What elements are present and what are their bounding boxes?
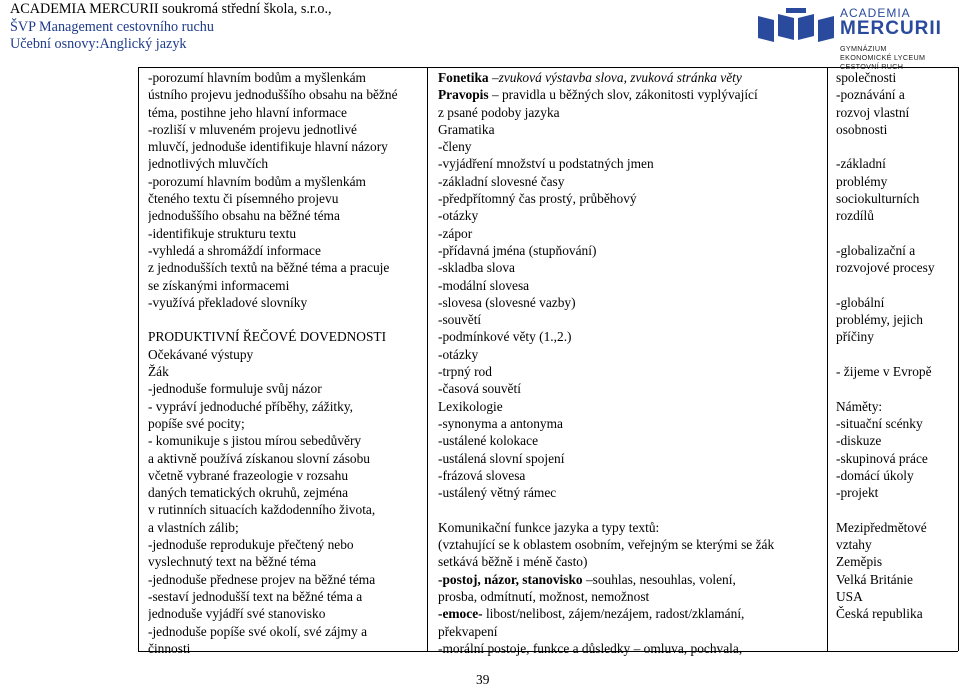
outcome-line: -jednoduše přednese projev na běžné téma bbox=[148, 571, 376, 587]
content-line: -členy bbox=[438, 139, 472, 155]
theme-line: problémy, jejich bbox=[836, 312, 923, 328]
outcome-line: činnosti bbox=[148, 640, 191, 656]
outcome-line: -porozumí hlavním bodům a myšlenkám bbox=[148, 173, 366, 189]
content-line: -ustálený větný rámec bbox=[438, 485, 557, 501]
content-line: -morální postoje, funkce a důsledky – omluva, pochvala, bbox=[438, 640, 743, 656]
outcome-line: -identifikuje strukturu textu bbox=[148, 225, 297, 241]
outcome-line: -vyhledá a shromáždí informace bbox=[148, 242, 321, 258]
outcome-line: daných tematických okruhů, zejména bbox=[148, 485, 349, 501]
theme-line: -skupinová práce bbox=[836, 450, 928, 466]
content-line: -synonyma a antonyma bbox=[438, 415, 563, 431]
outcome-line: a aktivně používá získanou slovní zásobu bbox=[148, 450, 371, 466]
document-header bbox=[10, 1, 332, 54]
outcome-line: jednoduše vyjádří své stanovisko bbox=[148, 606, 326, 622]
logo-academia: ACADEMIA bbox=[840, 6, 911, 20]
theme-line: USA bbox=[836, 588, 863, 604]
content-line: překvapení bbox=[438, 623, 498, 639]
content-line: -otázky bbox=[438, 346, 479, 362]
outcome-line: z jednodušších textů na běžné téma a pracuje bbox=[148, 260, 390, 276]
theme-line: - žijeme v Evropě bbox=[836, 364, 932, 380]
content-line: -skladba slova bbox=[438, 260, 515, 276]
theme-line: -globalizační a bbox=[836, 242, 916, 258]
content-line: -zápor bbox=[438, 225, 473, 241]
outcome-line: - vypráví jednoduché příběhy, zážitky, bbox=[148, 398, 353, 414]
theme-line: vztahy bbox=[836, 537, 872, 553]
fonetika-line: Fonetika –zvuková výstavba slova, zvuková stránka věty bbox=[438, 70, 742, 85]
outcome-line: - komunikuje s jistou mírou sebedůvěry bbox=[148, 433, 362, 449]
table-divider-1 bbox=[427, 67, 428, 651]
outcome-line: jednotlivých mluvčích bbox=[148, 156, 269, 172]
content-line: -slovesa (slovesné vazby) bbox=[438, 294, 576, 310]
theme-line: -poznávání a bbox=[836, 87, 905, 103]
content-line: -souvětí bbox=[438, 312, 482, 328]
content-line: -podmínkové věty (1.,2.) bbox=[438, 329, 572, 345]
postoj-line: -postoj, názor, stanovisko –souhlas, nesouhlas, volení, bbox=[438, 571, 736, 587]
theme-line: -základní bbox=[836, 156, 886, 172]
content-line: -ustálená slovní spojení bbox=[438, 450, 565, 466]
theme-line: Zeměpis bbox=[836, 554, 883, 570]
book-emblem-icon bbox=[756, 8, 836, 42]
outcome-line: mluvčí, jednoduše identifikuje hlavní názory bbox=[148, 139, 388, 155]
outcome-line: -využívá překladové slovníky bbox=[148, 294, 308, 310]
content-line: -předpřítomný čas prostý, průběhový bbox=[438, 191, 637, 207]
content-line: -otázky bbox=[438, 208, 479, 224]
table-border-right bbox=[958, 67, 959, 651]
outcome-line: Očekávané výstupy bbox=[148, 346, 254, 362]
table-divider-2 bbox=[827, 67, 828, 651]
header-osnovy: Učební osnovy:Anglický jazyk bbox=[10, 36, 187, 53]
theme-line: společnosti bbox=[836, 70, 897, 85]
table-border-left bbox=[138, 67, 139, 651]
content-line: Komunikační funkce jazyka a typy textů: bbox=[438, 519, 660, 535]
content-line: -trpný rod bbox=[438, 364, 492, 380]
outcome-line: vyslechnutý text na běžné téma bbox=[148, 554, 317, 570]
outcome-line: -jednoduše formuluje svůj názor bbox=[148, 381, 322, 397]
content-line: Gramatika bbox=[438, 121, 495, 137]
content-line: -frázová slovesa bbox=[438, 467, 526, 483]
crosscurricular-heading: Mezipředmětové bbox=[836, 519, 927, 535]
theme-line: osobnosti bbox=[836, 121, 888, 137]
theme-line: příčiny bbox=[836, 329, 874, 345]
theme-line: Velká Británie bbox=[836, 571, 913, 587]
content-line: -ustálené kolokace bbox=[438, 433, 539, 449]
theme-line: -diskuze bbox=[836, 433, 882, 449]
outcome-line: ústního projevu jednoduššího obsahu na běžné bbox=[148, 87, 398, 103]
theme-line: rozvojové procesy bbox=[836, 260, 935, 276]
column-content bbox=[438, 69, 822, 657]
content-line: Lexikologie bbox=[438, 398, 503, 414]
theme-line: Česká republika bbox=[836, 606, 923, 622]
theme-line: sociokulturních bbox=[836, 191, 920, 207]
outcome-line: v rutinních situacích každodenního života, bbox=[148, 502, 376, 518]
page-number: 39 bbox=[476, 672, 490, 687]
theme-line: rozdílů bbox=[836, 208, 874, 224]
content-line: setkává běžně i méně často) bbox=[438, 554, 588, 570]
outcome-line: -rozliší v mluveném projevu jednotlivé bbox=[148, 121, 357, 137]
content-line: -vyjádření množství u podstatných jmen bbox=[438, 156, 654, 172]
emoce-line: -emoce- libost/nelibost, zájem/nezájem, radost/zklamání, bbox=[438, 606, 745, 622]
content-line: -přídavná jména (stupňování) bbox=[438, 242, 597, 258]
theme-line: rozvoj vlastní bbox=[836, 104, 910, 120]
outcome-line: -jednoduše popíše své okolí, své zájmy a bbox=[148, 623, 368, 639]
column-crosscutting bbox=[836, 69, 958, 623]
outcome-line: -jednoduše reprodukuje přečtený nebo bbox=[148, 537, 354, 553]
logo-mercurii: MERCURII bbox=[840, 18, 942, 39]
outcome-line: a vlastních zálib; bbox=[148, 519, 239, 535]
outcome-line: jednoduššího obsahu na běžné téma bbox=[148, 208, 340, 224]
theme-line: problémy bbox=[836, 173, 888, 189]
column-outcomes bbox=[148, 69, 422, 657]
outcome-line: -sestaví jednodušší text na běžné téma a bbox=[148, 588, 363, 604]
content-line: z psané podoby jazyka bbox=[438, 104, 560, 120]
logo-subtitle: GYMNÁZIUM EKONOMICKÉ LYCEUM CESTOVNÍ RUCH bbox=[840, 44, 926, 71]
outcome-line: se získanými informacemi bbox=[148, 277, 290, 293]
outcome-line: včetně vybrané frazeologie v rozsahu bbox=[148, 467, 349, 483]
header-svp: ŠVP Management cestovního ruchu bbox=[10, 18, 214, 35]
content-line: -časová souvětí bbox=[438, 381, 521, 397]
header-school-name: ACADEMIA MERCURII soukromá střední škola, s.r.o., bbox=[10, 1, 332, 17]
theme-line: -projekt bbox=[836, 485, 879, 501]
theme-line: -situační scénky bbox=[836, 415, 923, 431]
theme-line: -domácí úkoly bbox=[836, 467, 914, 483]
outcome-line: popíše své pocity; bbox=[148, 415, 245, 431]
content-line: (vztahující se k oblastem osobním, veřejným se kterými se žák bbox=[438, 537, 775, 553]
outcome-line: Žák bbox=[148, 364, 169, 380]
content-line: -základní slovesné časy bbox=[438, 173, 565, 189]
outcome-line: téma, postihne jeho hlavní informace bbox=[148, 104, 347, 120]
section-heading-productive: PRODUKTIVNÍ ŘEČOVÉ DOVEDNOSTI bbox=[148, 329, 387, 345]
academia-mercurii-logo bbox=[756, 6, 960, 70]
pravopis-line: Pravopis – pravidla u běžných slov, zákonitosti vyplývající bbox=[438, 87, 758, 103]
outcome-line: -porozumí hlavním bodům a myšlenkám bbox=[148, 70, 366, 85]
content-line: prosba, odmítnutí, možnost, nemožnost bbox=[438, 588, 650, 604]
themes-heading: Náměty: bbox=[836, 398, 883, 414]
theme-line: -globální bbox=[836, 294, 885, 310]
content-line: -modální slovesa bbox=[438, 277, 530, 293]
outcome-line: čteného textu či písemného projevu bbox=[148, 191, 339, 207]
